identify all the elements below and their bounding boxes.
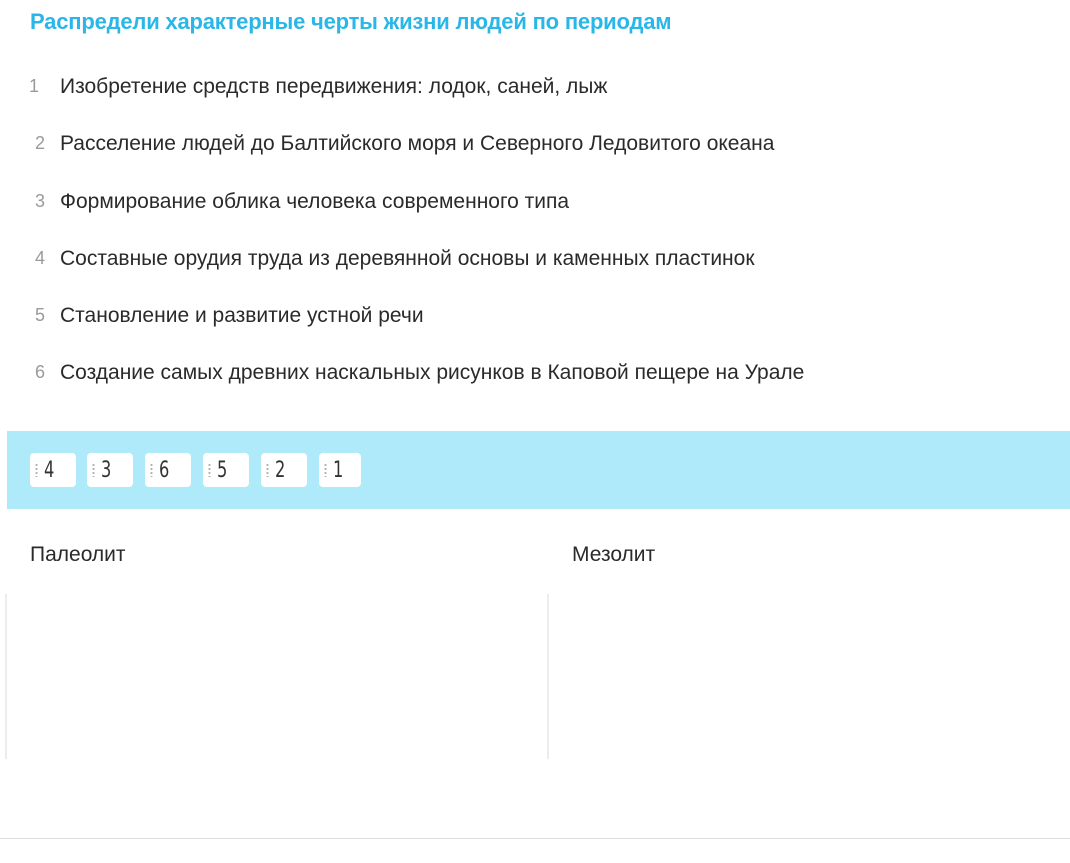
chip-label: 3 — [101, 457, 112, 483]
statement-item-1 — [0, 58, 1000, 115]
dropzone-paleolith[interactable] — [5, 594, 547, 759]
statement-text: Расселение людей до Балтийского моря и Северного Ледовитого океана — [60, 131, 775, 155]
draggable-chip[interactable] — [145, 453, 191, 487]
statement-text: Формирование облика человека современного типа — [60, 189, 570, 213]
draggable-chip[interactable] — [30, 453, 76, 487]
column-title-mesolith: Мезолит — [572, 543, 656, 566]
statement-item-6 — [0, 344, 1000, 401]
statement-text: Составные орудия труда из деревянной основы и каменных пластинок — [60, 246, 755, 270]
statement-number: 6 — [34, 362, 45, 382]
draggable-chip[interactable] — [319, 453, 361, 487]
statement-number: 4 — [34, 248, 45, 268]
draggable-chip[interactable] — [261, 453, 307, 487]
chip-label: 4 — [44, 457, 55, 483]
statement-number: 2 — [34, 133, 45, 153]
draggable-chip[interactable] — [203, 453, 249, 487]
drag-handle-icon — [150, 463, 153, 477]
column-title-paleolith: Палеолит — [30, 543, 126, 566]
drag-handle-icon — [324, 463, 327, 477]
divider — [0, 838, 1070, 839]
chip-label: 2 — [275, 457, 286, 483]
dropzone-mesolith[interactable] — [547, 594, 1070, 759]
statement-text: Создание самых древних наскальных рисунков в Каповой пещере на Урале — [60, 360, 805, 384]
statement-text: Становление и развитие устной речи — [60, 303, 424, 327]
statement-item-5 — [0, 287, 1000, 344]
answer-pool[interactable] — [7, 431, 1070, 509]
statement-item-2 — [0, 115, 1000, 172]
statement-item-4 — [0, 230, 1000, 287]
draggable-chip[interactable] — [87, 453, 133, 487]
drag-handle-icon — [208, 463, 211, 477]
drag-handle-icon — [92, 463, 95, 477]
task-title: Распредели характерные черты жизни людей по периодам — [30, 9, 672, 34]
chip-label: 6 — [159, 457, 170, 483]
drag-handle-icon — [266, 463, 269, 477]
statement-text: Изобретение средств передвижения: лодок, саней, лыж — [60, 74, 608, 98]
statement-number: 1 — [28, 76, 39, 96]
chip-label: 1 — [333, 457, 344, 483]
chip-label: 5 — [217, 457, 228, 483]
statement-number: 5 — [34, 305, 45, 325]
statement-item-3 — [0, 173, 1000, 230]
statement-number: 3 — [34, 191, 45, 211]
drag-handle-icon — [35, 463, 38, 477]
